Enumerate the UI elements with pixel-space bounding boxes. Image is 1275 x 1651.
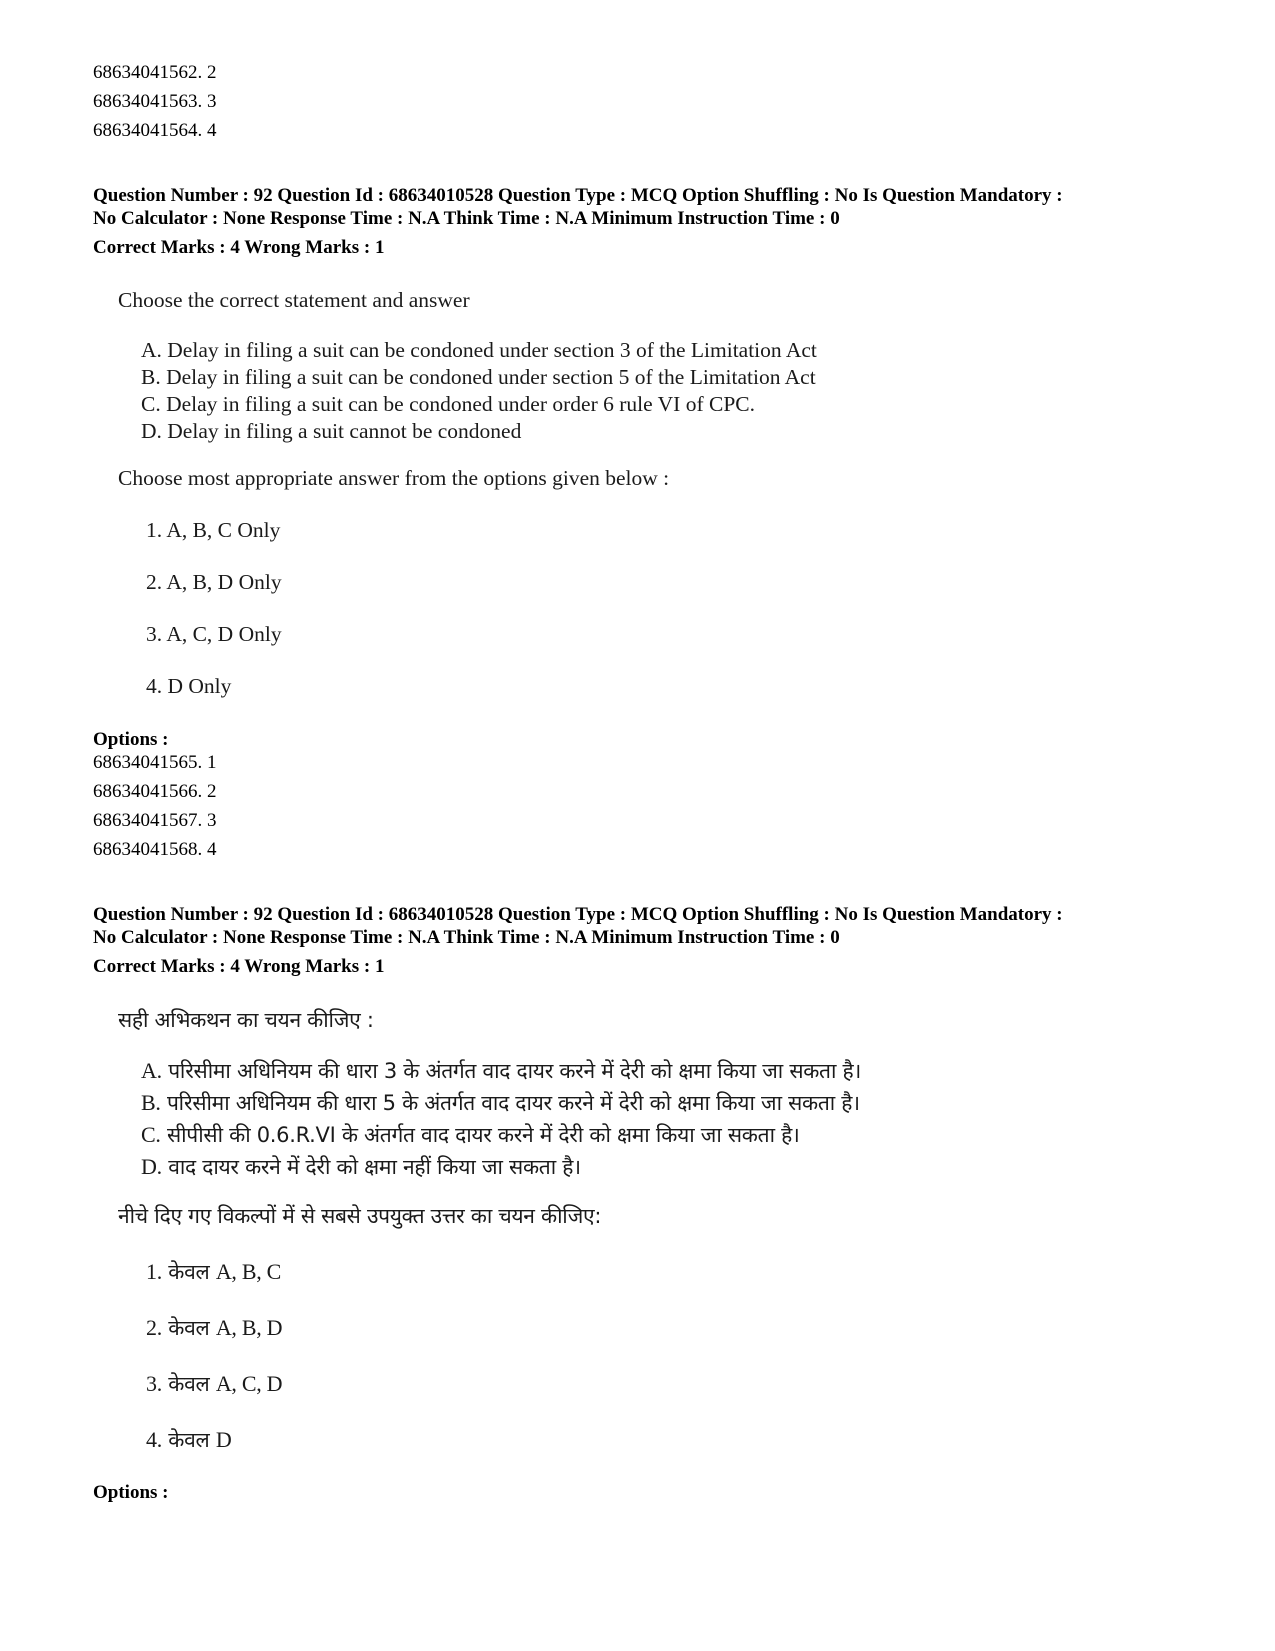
options-label: Options :	[93, 1482, 169, 1503]
choice-word: केवल	[168, 1260, 210, 1284]
option-id-line: 68634041563. 3	[93, 91, 217, 112]
answer-instruction: Choose most appropriate answer from the options given below :	[118, 466, 670, 490]
question-prompt: सही अभिकथन का चयन कीजिए :	[118, 1008, 374, 1032]
choice-word: केवल	[168, 1372, 210, 1396]
statement-letter: A.	[141, 1058, 162, 1083]
choice-2	[146, 1314, 282, 1342]
statement-letter: C.	[141, 1122, 161, 1147]
statement-text: वाद दायर करने में देरी को क्षमा नहीं किया जा सकता है।	[168, 1155, 581, 1179]
question-marks: Correct Marks : 4 Wrong Marks : 1	[93, 956, 385, 977]
statement-a: A. Delay in filing a suit can be condoned under section 3 of the Limitation Act	[141, 338, 817, 362]
question-meta-line-2: No Calculator : None Response Time : N.A Think Time : N.A Minimum Instruction Time : 0	[93, 208, 840, 229]
statement-b	[141, 1087, 861, 1119]
statement-list	[141, 337, 817, 445]
choice-letters: A, C, D	[215, 1371, 283, 1396]
statement-c	[141, 1119, 861, 1151]
question-meta-line-1: Question Number : 92 Question Id : 68634010528 Question Type : MCQ Option Shuffling : No Is Question Mandatory :	[93, 185, 1063, 206]
choice-number: 2.	[146, 1315, 162, 1340]
choice-4	[146, 1426, 231, 1454]
statement-list	[141, 1055, 861, 1183]
statement-text: परिसीमा अधिनियम की धारा 5 के अंतर्गत वाद दायर करने में देरी को क्षमा किया जा सकता है।	[166, 1091, 860, 1115]
statement-text: परिसीमा अधिनियम की धारा 3 के अंतर्गत वाद दायर करने में देरी को क्षमा किया जा सकता है।	[168, 1059, 862, 1083]
choice-4: 4. D Only	[146, 674, 232, 698]
statement-a	[141, 1055, 861, 1087]
choice-word: केवल	[168, 1428, 210, 1452]
option-id-line: 68634041568. 4	[93, 839, 217, 860]
statement-text: सीपीसी की 0.6.R.VI के अंतर्गत वाद दायर करने में देरी को क्षमा किया जा सकता है।	[166, 1123, 800, 1147]
statement-letter: B.	[141, 1090, 161, 1115]
choice-1	[146, 1258, 281, 1286]
choice-letters: A, B, C	[215, 1259, 281, 1284]
option-id-line: 68634041567. 3	[93, 810, 217, 831]
choice-3	[146, 1370, 282, 1398]
statement-c: C. Delay in filing a suit can be condoned under order 6 rule VI of CPC.	[141, 392, 756, 416]
choice-number: 3.	[146, 1371, 162, 1396]
previous-option-ids	[93, 58, 217, 145]
question-meta-line-2: No Calculator : None Response Time : N.A Think Time : N.A Minimum Instruction Time : 0	[93, 927, 840, 948]
choice-letters: A, B, D	[215, 1315, 283, 1340]
statement-b: B. Delay in filing a suit can be condoned under section 5 of the Limitation Act	[141, 365, 816, 389]
option-ids	[93, 748, 217, 864]
question-marks: Correct Marks : 4 Wrong Marks : 1	[93, 237, 385, 258]
choice-number: 4.	[146, 1427, 162, 1452]
choice-2: 2. A, B, D Only	[146, 570, 282, 594]
statement-d	[141, 1151, 861, 1183]
option-id-line: 68634041566. 2	[93, 781, 217, 802]
question-meta-line-1: Question Number : 92 Question Id : 68634010528 Question Type : MCQ Option Shuffling : No Is Question Mandatory :	[93, 904, 1063, 925]
statement-d: D. Delay in filing a suit cannot be condoned	[141, 419, 522, 443]
choice-number: 1.	[146, 1259, 162, 1284]
statement-letter: D.	[141, 1154, 162, 1179]
choice-1: 1. A, B, C Only	[146, 518, 281, 542]
options-label: Options :	[93, 729, 169, 750]
question-prompt: Choose the correct statement and answer	[118, 288, 470, 312]
choice-letters: D	[215, 1427, 232, 1452]
option-id-line: 68634041565. 1	[93, 752, 217, 773]
option-id-line: 68634041562. 2	[93, 62, 217, 83]
choice-word: केवल	[168, 1316, 210, 1340]
answer-instruction: नीचे दिए गए विकल्पों में से सबसे उपयुक्त उत्तर का चयन कीजिए:	[118, 1204, 602, 1228]
option-id-line: 68634041564. 4	[93, 120, 217, 141]
choice-3: 3. A, C, D Only	[146, 622, 282, 646]
